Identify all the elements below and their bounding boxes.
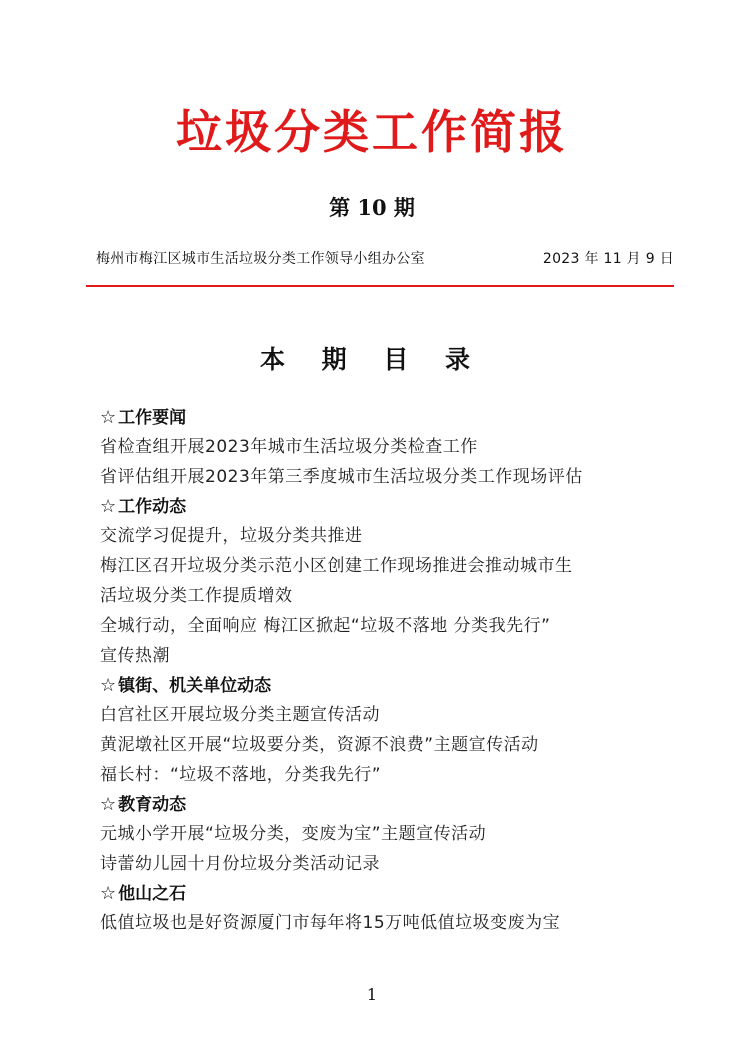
- toc-entry[interactable]: 福长村：“垃圾不落地，分类我先行”: [100, 765, 382, 785]
- star-icon: ☆: [100, 496, 117, 517]
- issue-number: 第 10 期: [329, 195, 415, 220]
- bulletin-title: 垃圾分类工作简报: [176, 105, 568, 159]
- toc-entry[interactable]: 白宫社区开展垃圾分类主题宣传活动: [100, 705, 380, 725]
- toc-section-label: 工作动态: [118, 497, 187, 517]
- red-divider: [86, 285, 674, 287]
- toc-section-heading: [100, 671, 660, 700]
- star-icon: ☆: [100, 675, 117, 696]
- toc-entry[interactable]: 活垃圾分类工作提质增效: [100, 586, 293, 606]
- toc-section-label: 镇街、机关单位动态: [118, 676, 272, 696]
- toc-section-label: 他山之石: [118, 884, 187, 904]
- toc-section-label: 工作要闻: [118, 408, 187, 428]
- toc-section-heading: [100, 879, 660, 908]
- star-icon: ☆: [100, 794, 117, 815]
- toc-section-heading: [100, 790, 660, 819]
- issue-date: 2023 年 11 月 9 日: [542, 251, 674, 267]
- toc-entry[interactable]: 全城行动，全面响应 梅江区掀起“垃圾不落地 分类我先行”: [100, 616, 551, 636]
- table-of-contents: [100, 403, 660, 938]
- toc-section-heading: [100, 403, 660, 432]
- toc-entry[interactable]: 低值垃圾也是好资源厦门市每年将15万吨低值垃圾变废为宝: [100, 913, 561, 933]
- issuer-line: [96, 248, 674, 268]
- toc-section-label: 教育动态: [118, 795, 187, 815]
- toc-entry[interactable]: 省评估组开展2023年第三季度城市生活垃圾分类工作现场评估: [100, 467, 583, 487]
- toc-entry[interactable]: 黄泥墩社区开展“垃圾要分类，资源不浪费”主题宣传活动: [100, 735, 539, 755]
- toc-entry[interactable]: 宣传热潮: [100, 646, 170, 666]
- toc-entry[interactable]: 梅江区召开垃圾分类示范小区创建工作现场推进会推动城市生: [100, 556, 573, 576]
- star-icon: ☆: [100, 407, 117, 428]
- page-number: 1: [366, 985, 378, 1004]
- issuing-office: 梅州市梅江区城市生活垃圾分类工作领导小组办公室: [96, 251, 425, 267]
- toc-entry[interactable]: 交流学习促提升，垃圾分类共推进: [100, 526, 363, 546]
- toc-entry[interactable]: 元城小学开展“垃圾分类，变废为宝”主题宣传活动: [100, 824, 487, 844]
- star-icon: ☆: [100, 883, 117, 904]
- toc-entry[interactable]: 省检查组开展2023年城市生活垃圾分类检查工作: [100, 437, 478, 457]
- toc-title: 本 期 目 录: [259, 345, 485, 374]
- toc-section-heading: [100, 492, 660, 521]
- toc-entry[interactable]: 诗蕾幼儿园十月份垃圾分类活动记录: [100, 854, 380, 874]
